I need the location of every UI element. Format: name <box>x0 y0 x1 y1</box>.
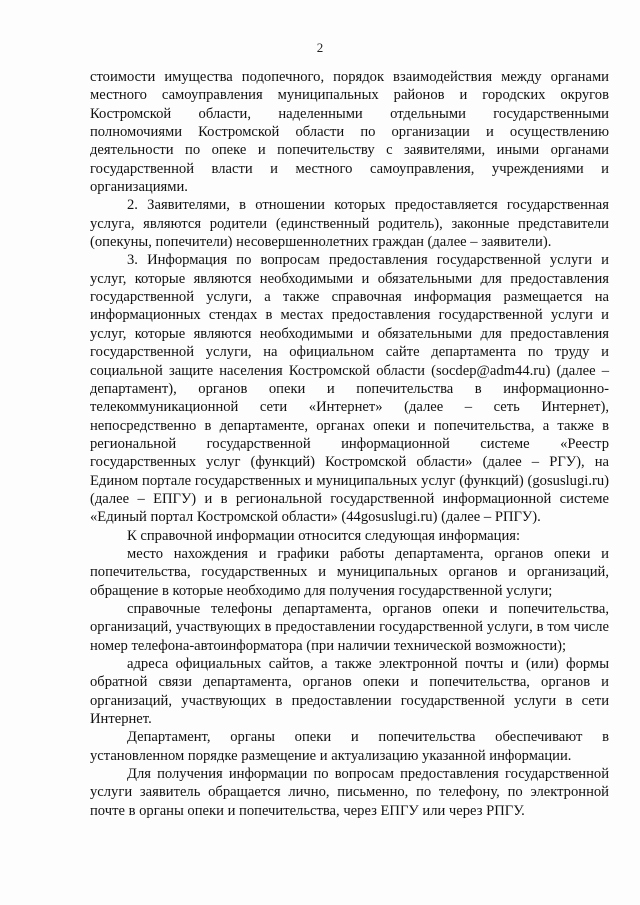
paragraph-continuation: стоимости имущества подопечного, порядок взаимодействия между органами местного самоуправления муниципальных районов и городских округов Костромской области, наделенными отдельными государственными полномочиями Костромской области по организации и осуществлению деятельности по опеке и попечительству с заявителями, иными органами государственной власти и местного самоуправления, учреждениями и организациями. <box>90 69 609 196</box>
paragraph-department-duties: Департамент, органы опеки и попечительства обеспечивают в установленном порядке размещение и актуализацию указанной информации. <box>90 729 609 764</box>
paragraph-phones: справочные телефоны департамента, органов опеки и попечительства, организаций, участвующих в предоставлении государственной услуги, в том числе номер телефона-автоинформатора (при наличии технической возможности); <box>90 600 609 654</box>
paragraph-how-to-obtain: Для получения информации по вопросам предоставления государственной услуги заявитель обращается лично, письменно, по телефону, по электронной почте в органы опеки и попечительства, через ЕПГУ или через РПГУ. <box>90 766 609 819</box>
document-body <box>90 68 609 820</box>
paragraph-websites: адреса официальных сайтов, а также электронной почты и (или) формы обратной связи департамента, органов опеки и попечительства, органов и организаций, участвующих в предоставлении государственной услуги в сети Интернет. <box>90 656 609 728</box>
paragraph-applicants: 2. Заявителями, в отношении которых предоставляется государственная услуга, являются родители (единственный родитель), законные представители (опекуны, попечители) несовершеннолетних граждан (далее – заявители). <box>90 197 609 251</box>
paragraph-location-schedule: место нахождения и графики работы департамента, органов опеки и попечительства, государственных и муниципальных органов и организаций, обращение в которые необходимо для получения государственной услуги; <box>90 545 609 599</box>
paragraph-information: 3. Информация по вопросам предоставления государственной услуги и услуг, которые являются необходимыми и обязательными для предоставления государственной услуги, а также справочная информация размещается на информационных стендах в местах предоставления государственной услуги и услуг, которые являются необходимыми и обязательными для предоставления государственной услуги, на официальном сайте департамента по труду и социальной защите населения Костромской области (socdep@adm44.ru) (далее – департамент), органов опеки и попечительства в информационно-телекоммуникационной сети «Интернет» (далее – сеть Интернет), непосредственно в департаменте, органах опеки и попечительства, а также в региональной государственной информационной системе «Реестр государственных услуг (функций) Костромской области» (далее – РГУ), на Едином портале государственных и муниципальных услуг (функций) (gosuslugi.ru) (далее – ЕПГУ) и в региональной государственной информационной системе «Единый портал Костромской области» (44gosuslugi.ru) (далее – РПГУ). <box>90 252 609 526</box>
page-number: 2 <box>316 40 324 55</box>
paragraph-reference-intro: К справочной информации относится следующая информация: <box>127 527 521 544</box>
